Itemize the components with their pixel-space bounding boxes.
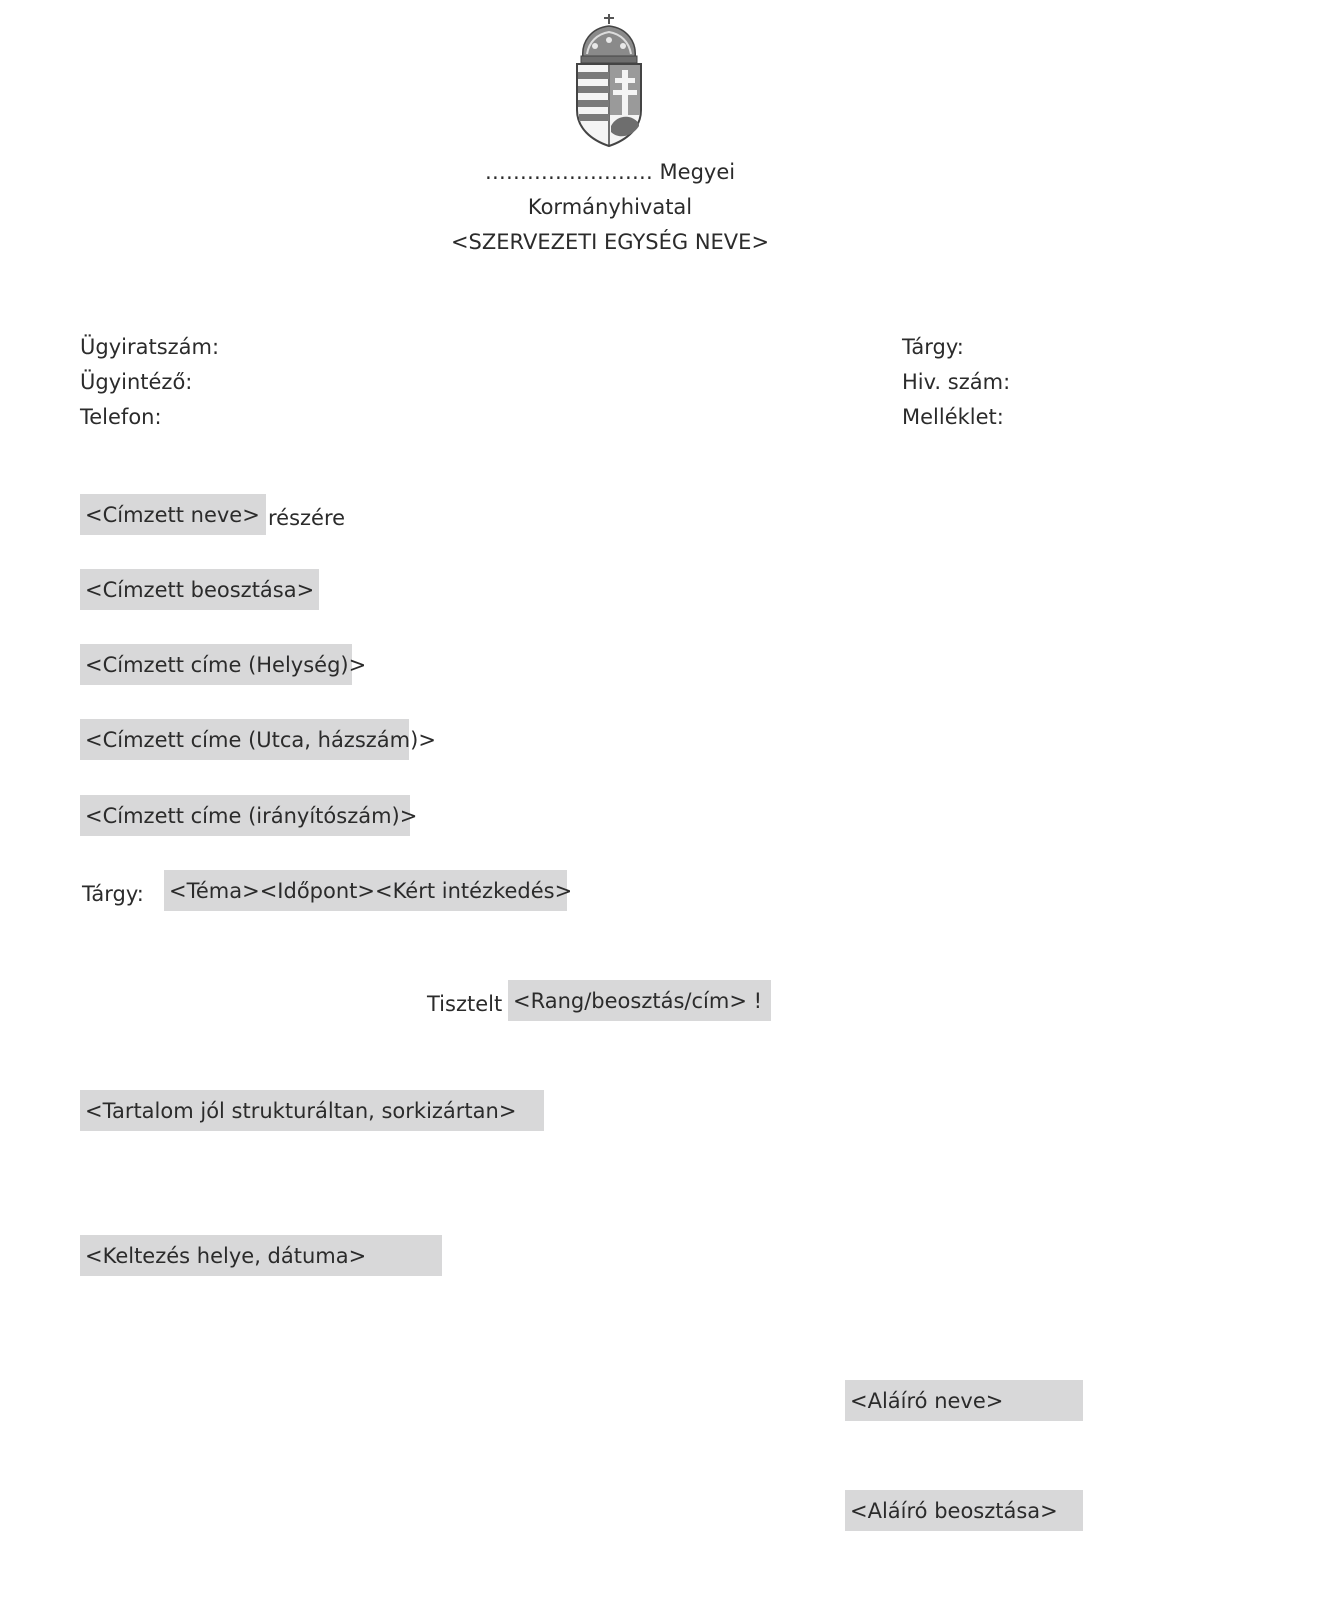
organizational-unit-name: <SZERVEZETI EGYSÉG NEVE> [450, 230, 770, 254]
recipient-city-field[interactable]: <Címzett címe (Helység)> [80, 644, 352, 685]
coat-of-arms-icon [573, 14, 645, 148]
recipient-position-field[interactable]: <Címzett beosztása> [80, 569, 319, 610]
office-name: Kormányhivatal [527, 195, 693, 219]
dating-field[interactable]: <Keltezés helye, dátuma> [80, 1235, 442, 1276]
salutation-label: Tisztelt [427, 992, 503, 1016]
administrator-label: Ügyintéző: [80, 370, 193, 394]
signer-name-field[interactable]: <Aláíró neve> [845, 1380, 1083, 1421]
reference-number-label: Hiv. szám: [902, 370, 1011, 394]
recipient-name-field[interactable]: <Címzett neve> [80, 494, 266, 535]
subject-label: Tárgy: [902, 335, 964, 359]
office-county-line: …………………… Megyei [484, 160, 736, 184]
recipient-street-field[interactable]: <Címzett címe (Utca, házszám)> [80, 719, 409, 760]
phone-label: Telefon: [80, 405, 162, 429]
content-field[interactable]: <Tartalom jól strukturáltan, sorkizártan> [80, 1090, 544, 1131]
recipient-for-label: részére [268, 506, 346, 530]
subject-line-field[interactable]: <Téma><Időpont><Kért intézkedés> [164, 870, 567, 911]
salutation-field[interactable]: <Rang/beosztás/cím> ! [508, 980, 771, 1021]
attachment-label: Melléklet: [902, 405, 1004, 429]
subject-line-label: Tárgy: [82, 882, 144, 906]
signer-position-field[interactable]: <Aláíró beosztása> [845, 1490, 1083, 1531]
recipient-zip-field[interactable]: <Címzett címe (irányítószám)> [80, 795, 410, 836]
case-number-label: Ügyiratszám: [80, 335, 220, 359]
